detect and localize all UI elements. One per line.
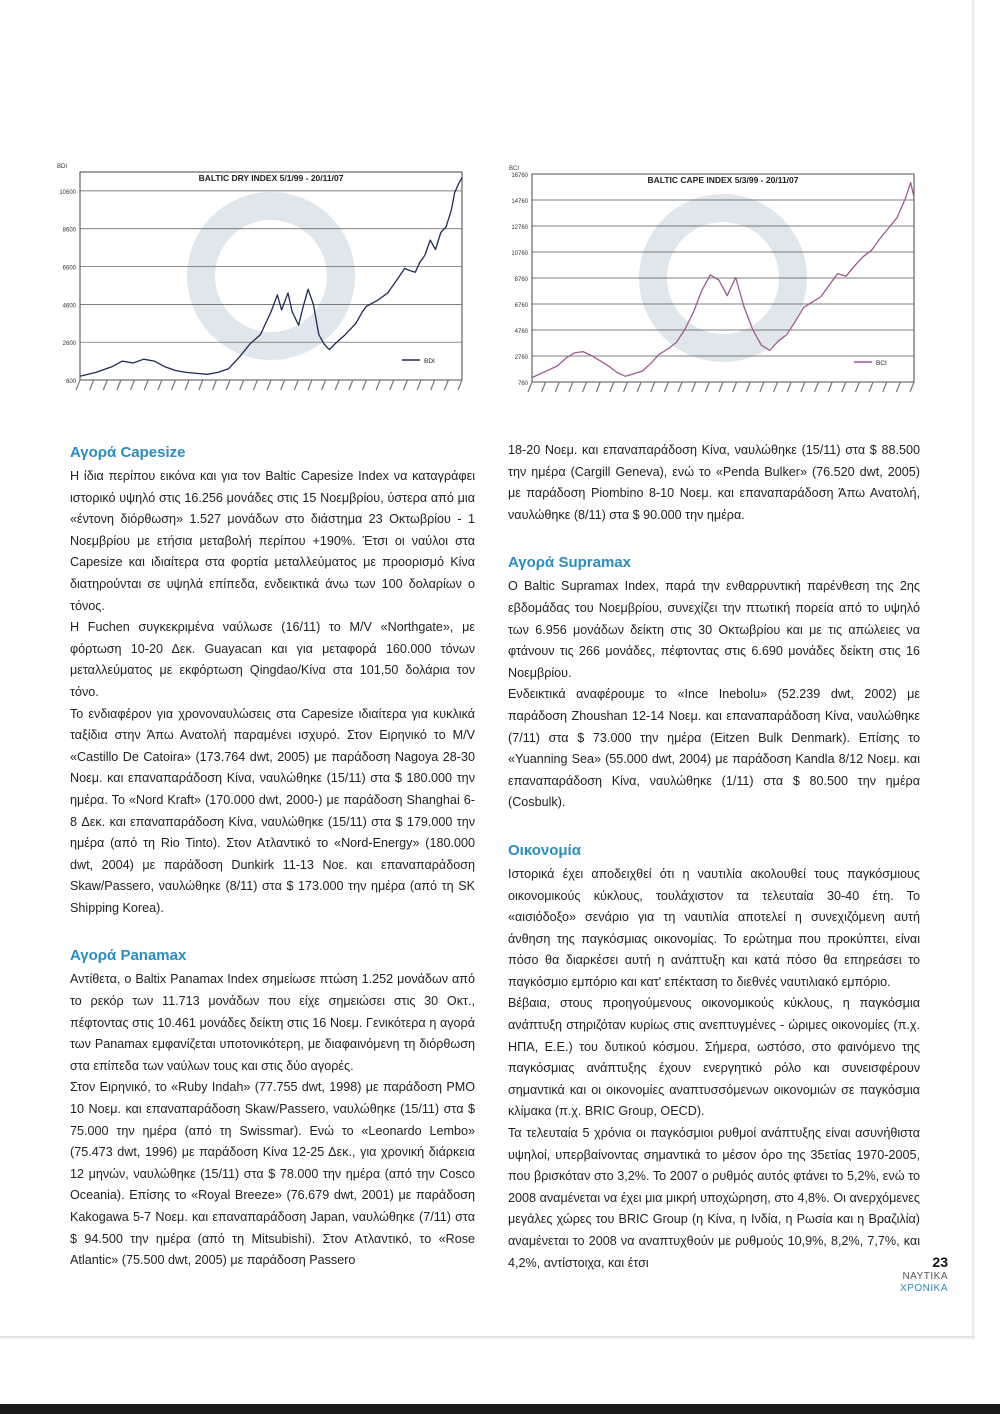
x-tick-mark bbox=[363, 380, 367, 390]
x-tick-mark bbox=[267, 380, 271, 390]
bci-chart-svg bbox=[492, 160, 922, 410]
legend-label: BCI bbox=[876, 360, 887, 367]
bdi-chart-svg bbox=[40, 158, 470, 408]
x-tick-mark bbox=[637, 382, 641, 392]
x-tick-mark bbox=[855, 382, 859, 392]
baltic-dry-index-chart bbox=[40, 158, 470, 408]
y-axis-label: BDI bbox=[56, 164, 68, 170]
y-axis-label: BCI bbox=[508, 166, 520, 172]
economy-paragraph-2: Βέβαια, στους προηγούμενους οικονομικούς κύκλους, η παγκόσμια ανάπτυξη στηριζόταν κυρίως στις ανεπτυγμένες - ώριμες οικονομίες (π.χ. ΗΠΑ, Ε.Ε.) του δυτικού κόσμου. Σήμερα, ωστόσο, στο φαινόμενο της παγκόσμιας ανάπτυξης έχουν ενεργητικό ρόλο και συνεισφέρουν σημαντικά και οι οικονομίες αναπτυσσόμενων οικονομιών σε παγκόσμια κλίμακα (π.χ. BRIC Group, OECD). bbox=[508, 996, 920, 1119]
x-tick-mark bbox=[90, 380, 94, 390]
x-tick-mark bbox=[458, 380, 462, 390]
x-tick-mark bbox=[294, 380, 298, 390]
economy-heading: Οικονομία bbox=[508, 841, 581, 859]
x-tick-mark bbox=[76, 380, 80, 390]
x-tick-mark bbox=[240, 380, 244, 390]
x-tick-mark bbox=[308, 380, 312, 390]
y-tick-label: 4600 bbox=[62, 303, 76, 310]
supramax-paragraph-1: O Baltic Supramax Index, παρά την ενθαρρυντική παρένθεση της 2ης εβδομάδας του Νοεμβρίου, συνεχίζει την πτωτική πορεία από το υψηλό των 6.956 μονάδων δείκτη στις 30 Οκτωβρίου και με τις απώλειες να φτάνουν τις 266 μονάδες, πέφτοντας στις 6.690 μονάδες δείκτη στις 16 Νοεμβρίου. bbox=[508, 579, 920, 680]
x-tick-mark bbox=[172, 380, 176, 390]
supramax-heading: Αγορά Supramax bbox=[508, 554, 631, 572]
x-tick-mark bbox=[719, 382, 723, 392]
left-column bbox=[70, 440, 475, 1272]
x-tick-mark bbox=[746, 382, 750, 392]
x-tick-mark bbox=[705, 382, 709, 392]
x-tick-mark bbox=[281, 380, 285, 390]
x-tick-mark bbox=[253, 380, 257, 390]
page-folio bbox=[900, 1253, 948, 1295]
x-tick-mark bbox=[117, 380, 121, 390]
x-tick-mark bbox=[583, 382, 587, 392]
economy-paragraph-1: Ιστορικά έχει αποδειχθεί ότι η ναυτιλία ακολουθεί τους παγκόσμιους οικονομικούς κύκλους, τουλάχιστον τα τελευταία 30-40 έτη. Το «αισιόδοξο» σενάριο για τη ναυτιλία αποτελεί η συνεχιζόμενη αυτή άνθηση της παγκόσμιας οικονομίας. Το ερώτημα που προκύπτει, είναι πόσο θα διαρκέσει αυτή η ανάπτυξη και κατά πόσο θα επηρεάσει το παγκόσμιο εμπόριο και κατ' επέκταση το διεθνές ναυτιλιακό εμπόριο. bbox=[508, 866, 920, 989]
x-tick-mark bbox=[403, 380, 407, 390]
baltic-cape-index-chart bbox=[492, 160, 922, 410]
panamax-paragraph-1: Αντίθετα, ο Baltix Panamax Index σημείωσε πτώση 1.252 μονάδων από το ρεκόρ των 11.713 μονάδων που είχε σημειώσει στις 30 Οκτ., πέφτοντας στις 10.461 μονάδες δείκτη στις 16 Νοεμ. Γενικότερα η αγορά των Panamax εμφανίζεται υποτονικότερη, με διαφαινόμενη τη διόρθωση στα επίπεδα των ναύλων τους και στις δύο αγορές. bbox=[70, 972, 475, 1073]
y-tick-label: 2600 bbox=[62, 341, 76, 348]
x-tick-mark bbox=[828, 382, 832, 392]
x-tick-mark bbox=[910, 382, 914, 392]
x-tick-mark bbox=[596, 382, 600, 392]
panamax-continuation: 18-20 Νοεμ. και επαναπαράδοση Κίνα, ναυλώθηκε (15/11) στα $ 88.500 την ημέρα (Cargill Geneva), ενώ το «Penda Bulker» (76.520 dwt, 2005) με παράδοση Piombino 8-10 Νοεμ. και επαναπαράδοση Άπω Ανατολή, ναυλώθηκε (8/11) στα $ 90.000 την ημέρα. bbox=[508, 443, 920, 522]
x-tick-mark bbox=[212, 380, 216, 390]
x-tick-mark bbox=[801, 382, 805, 392]
y-tick-label: 12760 bbox=[511, 225, 528, 231]
x-tick-mark bbox=[390, 380, 394, 390]
x-tick-mark bbox=[815, 382, 819, 392]
right-column bbox=[508, 440, 920, 1274]
y-tick-label: 16760 bbox=[511, 173, 528, 179]
scan-border bbox=[0, 1404, 1000, 1414]
y-tick-label: 10600 bbox=[59, 189, 76, 196]
magazine-name-line-2: ΧΡΟΝΙΚΑ bbox=[900, 1283, 948, 1294]
x-tick-mark bbox=[760, 382, 764, 392]
panamax-heading: Αγορά Panamax bbox=[70, 947, 187, 965]
panamax-paragraph-2: Στον Ειρηνικό, το «Ruby Indah» (77.755 dwt, 1998) με παράδοση PMO 10 Νοεμ. και επαναπαράδοση Skaw/Passero, ναυλώθηκε (15/11) στα $ 75.000 την ημέρα (από τη Swissmar). Ενώ το «Leonardo Lembo» (75.473 dwt, 1996) με παράδοση Κίνα 12-25 Δεκ., για χρονική διάρκεια 12 μηνών, ναυλώθηκε (15/11) στα $ 78.000 την ημέρα (από την Cosco Oceania). Επίσης το «Royal Breeze» (76.679 dwt, 2001) με παράδοση Kakogawa 5-7 Νοεμ. και επαναπαράδοση Japan, ναυλώθηκε (7/11) στα $ 94.500 την ημέρα (από τη Mitsubishi). Στον Ατλαντικό, το «Rose Atlantic» (75.500 dwt, 2005) με παράδοση Passero bbox=[70, 1080, 475, 1268]
y-tick-label: 8760 bbox=[514, 277, 528, 283]
x-tick-mark bbox=[555, 382, 559, 392]
x-tick-mark bbox=[842, 382, 846, 392]
capesize-paragraph-1: Η ίδια περίπου εικόνα και για τον Baltic Capesize Index να καταγράφει ιστορικό υψηλό στις 16.256 μονάδες στις 15 Νοεμβρίου, ύστερα από μια «έντονη διόρθωση» 1.527 μονάδων στο διάστημα 23 Οκτωβρίου - 1 Νοεμβρίου με ετήσια μεταβολή περίπου +190%. Έτσι οι ναύλοι στα Capesize και ιδιαίτερα στα φορτία μεταλλεύματος με προορισμό Κίνα διατηρούνται σε υψηλά επίπεδα, ενδεικτικά άνω των 100 δολαρίων ο τόνος. bbox=[70, 469, 475, 613]
x-tick-mark bbox=[774, 382, 778, 392]
capesize-paragraph-2: Η Fuchen συγκεκριμένα ναύλωσε (16/11) το M/V «Northgate», με φόρτωση 10-20 Δεκ. Guayacan και για μεταφορά 160.000 τόνων μεταλλεύματος με εκφόρτωση Qingdao/Κίνα στα 101,50 δολάρια τον τόνο. bbox=[70, 620, 475, 699]
y-tick-label: 2760 bbox=[514, 355, 528, 361]
x-tick-mark bbox=[226, 380, 230, 390]
x-tick-mark bbox=[417, 380, 421, 390]
x-tick-mark bbox=[444, 380, 448, 390]
capesize-paragraph-3: Το ενδιαφέρον για χρονοναυλώσεις στα Capesize ιδιαίτερα για κυκλικά ταξίδια στην Άπω Ανατολή παραμένει ισχυρό. Στον Ειρηνικό το M/V «Castillo De Catoira» (173.764 dwt, 2005) με παράδοση Nagoya 28-30 Νοεμ. και επαναπαράδοση Κίνα, ναυλώθηκε (15/11) στα $ 180.000 την ημέρα. Το «Nord Kraft» (170.000 dwt, 2000-) με παράδοση Shanghai 6-8 Δεκ. και επαναπαράδοση Κίνα, ναυλώθηκε (15/11) στα $ 179.000 την ημέρα (από τη Rio Tinto). Στον Ατλαντικό το «Nord-Energy» (180.000 dwt, 2004) με παράδοση Dunkirk 11-13 Νοε. και επαναπαράδοση Skaw/Passero, ναυλώθηκε (8/11) στα $ 173.000 την ημέρα (από τη SK Shipping Korea). bbox=[70, 706, 475, 915]
x-tick-mark bbox=[678, 382, 682, 392]
x-tick-mark bbox=[869, 382, 873, 392]
y-tick-label: 8600 bbox=[62, 227, 76, 234]
y-tick-label: 600 bbox=[65, 379, 76, 385]
x-tick-mark bbox=[733, 382, 737, 392]
y-tick-label: 10760 bbox=[511, 251, 528, 257]
x-tick-mark bbox=[651, 382, 655, 392]
magazine-name-line-1: ΝΑΥΤΙΚΑ bbox=[902, 1271, 948, 1282]
x-tick-mark bbox=[349, 380, 353, 390]
chart-title: BALTIC DRY INDEX 5/1/99 - 20/11/07 bbox=[198, 173, 344, 183]
x-tick-mark bbox=[569, 382, 573, 392]
x-tick-mark bbox=[199, 380, 203, 390]
capesize-heading: Αγορά Capesize bbox=[70, 444, 186, 461]
x-tick-mark bbox=[376, 380, 380, 390]
x-tick-mark bbox=[322, 380, 326, 390]
x-tick-mark bbox=[158, 380, 162, 390]
x-tick-mark bbox=[624, 382, 628, 392]
page-number: 23 bbox=[932, 1254, 948, 1270]
y-tick-label: 6600 bbox=[62, 265, 76, 272]
x-tick-mark bbox=[692, 382, 696, 392]
x-tick-mark bbox=[131, 380, 135, 390]
x-tick-mark bbox=[664, 382, 668, 392]
x-tick-mark bbox=[144, 380, 148, 390]
legend-label: BDI bbox=[424, 358, 435, 365]
economy-paragraph-3: Τα τελευταία 5 χρόνια οι παγκόσμιοι ρυθμοί ανάπτυξης είναι ασυνήθιστα υψηλοί, υπερβαίνοντας σημαντικά το μέσον όρο της 35ετίας 1970-2005, που βρισκόταν στο 3,2%. Το 2007 ο ρυθμός αυτός φτάνει το 5,2%, ενώ το 2008 αναμένεται να έχει μια μικρή υποχώρηση, στο 4,8%. Οι ανερχόμενες μεγάλες χώρες του BRIC Group (η Κίνα, η Ινδία, η Ρωσία και η Βραζιλία) αναμένεται το 2008 να αναπτυχθούν με ρυθμούς 10,9%, 8,2%, 7,7%, και 4,2%, αντίστοιχα, και έτσι bbox=[508, 1126, 920, 1270]
page-edge-shadow bbox=[972, 0, 975, 1338]
x-tick-mark bbox=[787, 382, 791, 392]
x-tick-mark bbox=[185, 380, 189, 390]
chart-title: BALTIC CAPE INDEX 5/3/99 - 20/11/07 bbox=[647, 175, 799, 185]
y-tick-label: 6760 bbox=[514, 303, 528, 309]
y-tick-label: 760 bbox=[517, 381, 528, 387]
x-tick-mark bbox=[610, 382, 614, 392]
x-tick-mark bbox=[896, 382, 900, 392]
x-tick-mark bbox=[528, 382, 532, 392]
page-bottom-shadow bbox=[0, 1336, 975, 1339]
supramax-paragraph-2: Ενδεικτικά αναφέρουμε το «Ince Inebolu» (52.239 dwt, 2002) με παράδοση Zhoushan 12-14 Νοεμ. και επαναπαράδοση Κίνα, ναυλώθηκε (7/11) στα $ 73.000 την ημέρα (Eitzen Bulk Denmark). Επίσης το «Yuanning Sea» (55.000 dwt, 2004) με παράδοση Kandla 8/12 Νοεμ. και επαναπαράδοση Κίνα, ναυλώθηκε (1/11) στα $ 80.500 την ημέρα (Cosbulk). bbox=[508, 687, 920, 810]
x-tick-mark bbox=[883, 382, 887, 392]
x-tick-mark bbox=[431, 380, 435, 390]
x-tick-mark bbox=[103, 380, 107, 390]
y-tick-label: 14760 bbox=[511, 199, 528, 205]
x-tick-mark bbox=[335, 380, 339, 390]
x-tick-mark bbox=[542, 382, 546, 392]
y-tick-label: 4760 bbox=[514, 329, 528, 335]
